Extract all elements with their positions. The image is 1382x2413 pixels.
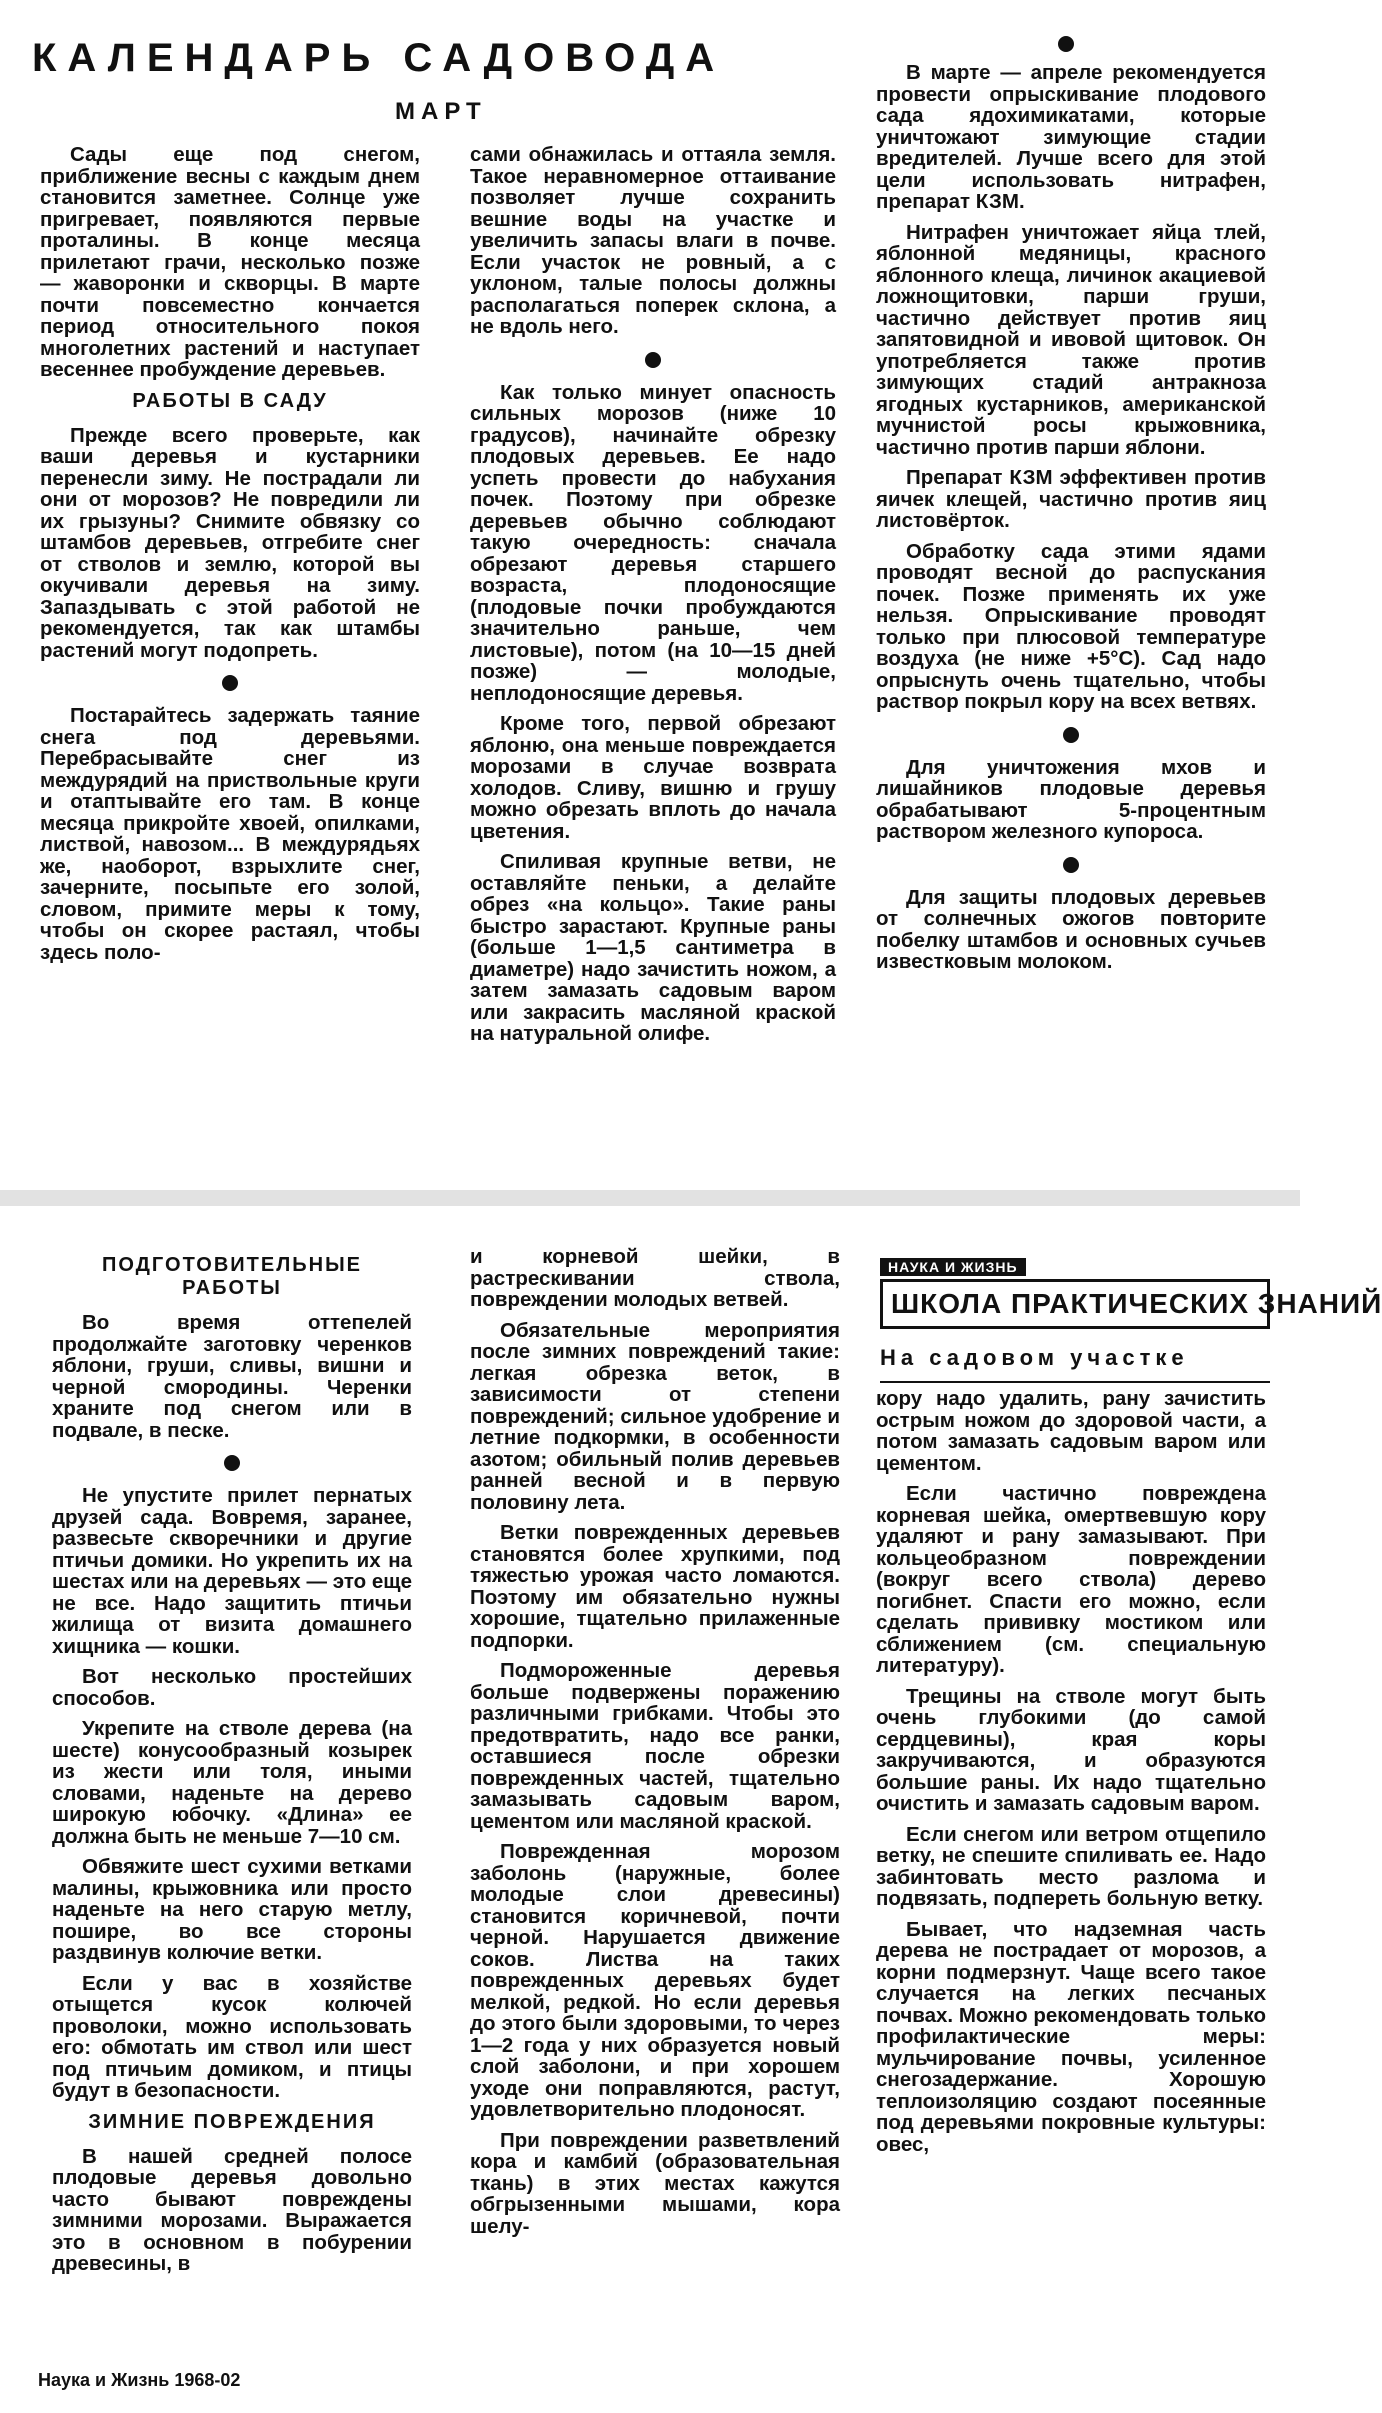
paragraph: Бывает, что надземная часть дерева не пострадает от морозов, а корни подмерзнут. Чаще всего такое случается на легких песчаных почвах. Можно рекомендовать только профилактические меры: мульчирование почвы, усиленное снегозадержание. Хорошую теплоизоляцию создают посеянные под деревьями покровные культуры: овес, (876, 1917, 1266, 2156)
paragraph: Для защиты плодовых деревьев от солнечных ожогов повторите побелку штамбов и основных сучьев известковым молоком. (876, 885, 1266, 973)
paragraph: Если у вас в хозяйстве отыщется кусок колючей проволоки, можно использовать его: обмотать им ствол или шест под птичьим домиком, и птицы будут в безопасности. (52, 1971, 412, 2102)
paragraph: Для уничтожения мхов и лишайников плодовые деревья обрабатывают 5-процентным раствором железного купороса. (876, 755, 1266, 843)
section-heading: ПОДГОТОВИТЕЛЬНЫЕ РАБОТЫ (102, 1254, 362, 1299)
magazine-badge: НАУКА И ЖИЗНЬ (880, 1258, 1026, 1276)
paragraph: В марте — апреле рекомендуется провести опрыскивание плодового сада ядохимикатами, которые уничтожают зимующие стадии вредителей. Лучше всего для этой цели использовать нитрафен, препарат КЗМ. (876, 61, 1266, 213)
source-caption: Наука и Жизнь 1968-02 (38, 2370, 241, 2390)
paragraph: Спиливая крупные ветви, не оставляйте пеньки, а делайте обрез «на кольцо». Такие раны быстро зарастают. Крупные раны (больше 1—1,5 сантиметра в диаметре) надо зачистить ножом, а затем замазать садовым варом или закрасить масляной краской на натуральной олифе. (470, 850, 836, 1045)
paragraph: Вот несколько простейших способов. (52, 1665, 412, 1710)
month-subtitle: МАРТ (395, 98, 487, 125)
paragraph: Обязательные мероприятия после зимних повреждений такие: легкая обрезка веток, в зависимости от степени повреждений; сильное удобрение и летние подкормки, в особенности азотом; обильный полив деревьев ранней весной и в первую половину лета. (470, 1318, 840, 1514)
text-column-1 (40, 144, 420, 1184)
section-heading: РАБОТЫ В САДУ (132, 389, 328, 412)
paragraph: Прежде всего проверьте, как ваши деревья и кустарники перенесли зиму. Не пострадали ли они от морозов? Не повредили ли их грызуны? Снимите обвязку со штамбов деревьев, отгребите снег от стволов и землю, которой вы окучивали деревья на зиму. Запаздывать с этой работой не рекомендуется, так как штамбы растений могут подопреть. (40, 423, 420, 662)
paragraph: Обработку сада этими ядами проводят весной до распускания почек. Позже применять их уже нельзя. Опрыскивание проводят только при плюсовой температуре воздуха (не ниже +5°С). Сад надо опрыснуть очень тщательно, чтобы раствор покрыл кору на всех ветвях. (876, 539, 1266, 713)
paragraph: Кроме того, первой обрезают яблоню, она меньше повреждается морозами в случае возврата холодов. Сливу, вишню и грушу можно обрезать вплоть до начала цветения. (470, 712, 836, 843)
paragraph: и корневой шейки, в растрескивании ствола, повреждении молодых ветвей. (470, 1245, 840, 1311)
paragraph: Поврежденная морозом заболонь (наружные, более молодые слои древесины) становится коричневой, почти черной. Нарушается движение соков. Листва на таких поврежденных деревьях будет мелкой, редкой. Но если деревья до этого были здоровыми, то через 1—2 года у них образуется новый слой заболони, и при хорошем уходе они поправляются, растут, удовлетворительно плодоносят. (470, 1840, 840, 2121)
header-rule (880, 1381, 1270, 1383)
text-column-2 (470, 144, 836, 1184)
paragraph: Нитрафен уничтожает яйца тлей, яблонной медяницы, красного яблонного клеща, личинок акациевой ложнощитовки, парши груши, частично действует против яиц запятовидной и ивовой щитовок. Он употребляется также против зимующих стадий антракноза ягодных кустарников, американской мучнистой росы крыжовника, частично против парши яблони. (876, 220, 1266, 459)
bullet-dot (1063, 727, 1079, 743)
paragraph: Трещины на стволе могут быть очень глубокими (до самой сердцевины), края коры закручиваются, и образуются большие раны. Их надо тщательно очистить и замазать садовым варом. (876, 1684, 1266, 1815)
paragraph: сами обнажилась и оттаяла земля. Такое неравномерное оттаивание позволяет лучше сохранить вешние воды на участке и увеличить запасы влаги в почве. Если участок не ровный, а с уклоном, талые полосы должны располагаться поперек склона, а не вдоль него. (470, 143, 836, 338)
section-heading: ЗИМНИЕ ПОВРЕЖДЕНИЯ (88, 2110, 376, 2133)
text-column-6 (876, 1388, 1266, 2388)
bullet-dot (224, 1455, 240, 1471)
paragraph: В нашей средней полосе плодовые деревья довольно часто бывают повреждены зимними морозами. Выражается это в основном в побурении древесины, в (52, 2144, 412, 2275)
paragraph: кору надо удалить, рану зачистить острым ножом до здоровой части, а потом замазать садовым варом или цементом. (876, 1387, 1266, 1475)
paragraph: Препарат КЗМ эффективен против яичек клещей, частично против яиц листовёрток. (876, 466, 1266, 532)
paragraph: Во время оттепелей продолжайте заготовку черенков яблони, груши, сливы, вишни и черной смородины. Черенки храните под снегом или в подвале, в песке. (52, 1311, 412, 1442)
paragraph: Если снегом или ветром отщепило ветку, не спешите спиливать ее. Надо забинтовать место разлома и подвязать, подпереть больную ветку. (876, 1822, 1266, 1910)
paragraph: Постарайтесь задержать таяние снега под деревьями. Перебрасывайте снег из междурядий на приствольные круги и отаптывайте его там. В конце месяца прикройте хвоей, опилками, листвой, навозом... В междурядьях же, наоборот, взрыхлите снег, зачерните, посыпьте его золой, словом, примите меры к тому, чтобы он скорее растаял, чтобы здесь поло- (40, 704, 420, 964)
paragraph: Укрепите на стволе дерева (на шесте) конусообразный козырек из жести или толя, иными словами, наденьте на дерево широкую юбочку. «Длина» ее должна быть не меньше 7—10 см. (52, 1717, 412, 1848)
paragraph: Ветки поврежденных деревьев становятся более хрупкими, под тяжестью урожая часто ломаются. Поэтому им обязательно нужны хорошие, тщательно прилаженные подпорки. (470, 1521, 840, 1652)
paragraph: Обвяжите шест сухими ветками малины, крыжовника или просто наденьте на него старую метлу, пошире, во все стороны раздвинув колючие ветки. (52, 1855, 412, 1964)
bullet-dot (222, 675, 238, 691)
school-panel (0, 1206, 1382, 2413)
paragraph: Если частично повреждена корневая шейка, омертвевшую кору удаляют и рану замазывают. При кольцеобразном повреждении (вокруг всего ствола) дерево погибнет. Спасти его можно, если сделать прививку мостиком или сближением (см. специальную литературу). (876, 1482, 1266, 1677)
bullet-dot (645, 352, 661, 368)
paragraph: Сады еще под снегом, приближение весны с каждым днем становится заметнее. Солнце уже пригревает, появляются первые проталины. В конце месяца прилетают грачи, несколько позже — жаворонки и скворцы. В марте почти повсеместно кончается период относительного покоя многолетних растений и наступает весеннее пробуждение деревьев. (40, 143, 420, 381)
paragraph: Как только минует опасность сильных морозов (ниже 10 градусов), начинайте обрезку плодовых деревьев. Ее надо успеть провести до набухания почек. Поэтому при обрезке деревьев обычно соблюдают такую очередность: сначала обрезают деревья старшего возраста, плодоносящие (плодовые почки пробуждаются значительно раньше, чем листовые), потом (на 10—15 дней позже) — молодые, неплодоносящие деревья. (470, 380, 836, 705)
article-title: КАЛЕНДАРЬ САДОВОДА (32, 36, 726, 80)
panel-separator (0, 1190, 1300, 1206)
school-title: ШКОЛА ПРАКТИЧЕСКИХ ЗНАНИЙ (880, 1279, 1270, 1329)
paragraph: При повреждении разветвлений кора и камбий (образовательная ткань) в этих местах кажутся обгрызенными мышами, кора шелу- (470, 2128, 840, 2238)
school-header (880, 1258, 1382, 1383)
section-title: На садовом участке (880, 1345, 1189, 1370)
paragraph: Подмороженные деревья больше подвержены поражению различными грибками. Чтобы это предотвратить, надо все ранки, оставшиеся после обрезки поврежденных частей, тщательно замазывать садовым варом, цементом или масляной краской. (470, 1659, 840, 1833)
text-column-3 (876, 62, 1266, 1182)
calendar-panel (0, 0, 1300, 1190)
bullet-dot (1058, 36, 1074, 52)
paragraph: Не упустите прилет пернатых друзей сада. Вовремя, заранее, развесьте скворечники и другие птичьи домики. Но укрепить их на шестах или на деревьях — это еще не все. Надо защитить птичьи жилища от визита домашнего хищника — кошки. (52, 1484, 412, 1658)
text-column-5 (470, 1246, 840, 2376)
text-column-4 (52, 1246, 412, 2356)
bullet-dot (1063, 857, 1079, 873)
